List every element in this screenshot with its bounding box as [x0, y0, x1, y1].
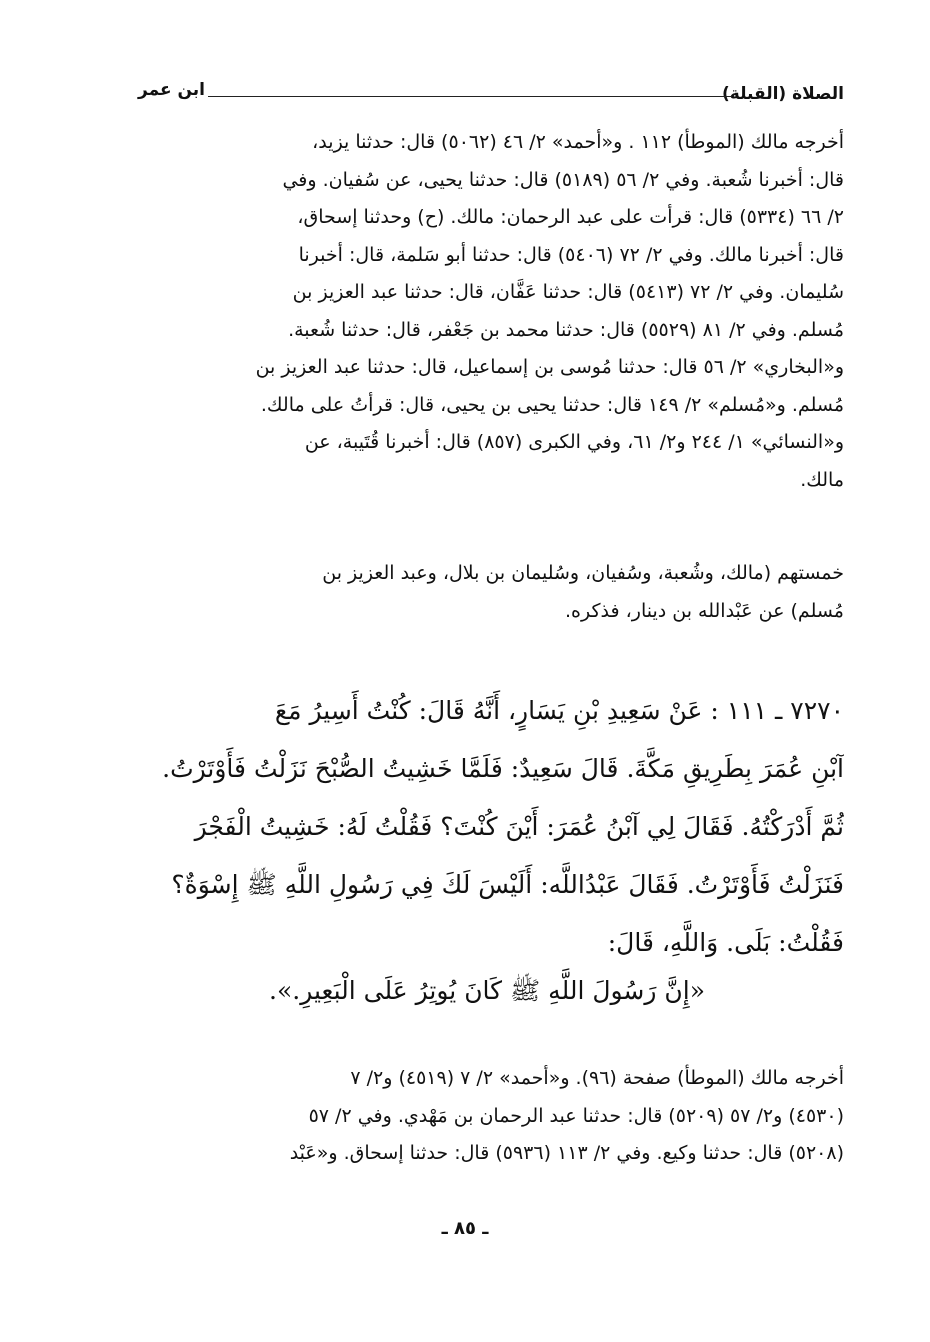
- running-head-section: ابن عمر: [138, 80, 206, 100]
- summary-line: مُسلم) عن عَبْدالله بن دينار، فذكره.: [565, 599, 844, 622]
- footnote-line: (٤٥٣٠) و٢/ ٥٧ (٥٢٠٩) قال: حدثنا عبد الرحمان بن مَهْدي. وفي ٢/ ٥٧: [308, 1104, 844, 1127]
- footnote-line: و«البخاري» ٢/ ٥٦ قال: حدثنا مُوسى بن إسماعيل، قال: حدثنا عبد العزيز بن: [255, 356, 844, 378]
- hadith-line: فَنَزَلْتُ فَأَوْتَرْتُ. فَقَالَ عَبْدُاللَّه: أَلَيْسَ لَكَ فِي رَسُولِ اللَّهِ ﷺ إِسْوَةٌ؟: [171, 870, 844, 899]
- footnote-line: مالك.: [800, 468, 844, 491]
- footnote-line: أخرجه مالك (الموطأ) صفحة (٩٦). و«أحمد» ٢/ ٧ (٤٥١٩) و٢/ ٧: [350, 1067, 844, 1089]
- running-head: [138, 80, 844, 108]
- footnote-line: (٥٢٠٨) قال: حدثنا وكيع. وفي ٢/ ١١٣ (٥٩٣٦) قال: حدثنا إسحاق. و«عَبْد: [289, 1142, 844, 1164]
- footnote-line: ٢/ ٦٦ (٥٣٣٤) قال: قرأت على عبد الرحمان: مالك. (ح) وحدثنا إسحاق،: [297, 206, 844, 228]
- hadith-line: فَقُلْتُ: بَلَى. وَاللَّهِ، قَالَ:: [607, 928, 844, 957]
- running-head-chapter: الصلاة (القبلة): [722, 84, 844, 104]
- footnote-line: قال: أخبرنا شُعبة. وفي ٢/ ٥٦ (٥١٨٩) قال: حدثنا يحيى، عن سُفيان. وفي: [282, 168, 844, 191]
- running-head-rule: [208, 96, 732, 97]
- hadith-text: [130, 682, 844, 972]
- footnote-line: قال: أخبرنا مالك. وفي ٢/ ٧٢ (٥٤٠٦) قال: حدثنا أبو سَلمة، قال: أخبرنا: [298, 243, 844, 266]
- hadith-line: ٧٢٧٠ ـ ١١١ : عَنْ سَعِيدِ بْنِ يَسَارٍ، أَنَّهُ قَالَ: كُنْتُ أَسِيرُ مَعَ: [274, 696, 844, 725]
- footnote-line: و«النسائي» ١/ ٢٤٤ و٢/ ٦١، وفي الكبرى (٨٥٧) قال: أخبرنا قُتَيبة، عن: [304, 431, 844, 453]
- narrators-summary: [130, 555, 844, 630]
- footnote-line: سُليمان. وفي ٢/ ٧٢ (٥٤١٣) قال: حدثنا عَفَّان، قال: حدثنا عبد العزيز بن: [292, 281, 844, 303]
- summary-line: خمستهم (مالك، وشُعبة، وسُفيان، وسُليمان بن بلال، وعبد العزيز بن: [322, 562, 844, 584]
- hadith-line: ثُمَّ أَدْرَكْتُهُ. فَقَالَ لِي آبْنُ عُمَرَ: أَيْنَ كُنْتَ؟ فَقُلْتُ لَهُ: خَشِيتُ الْفَجْرَ: [194, 812, 844, 841]
- footnote-top: [130, 124, 844, 499]
- footnote-bottom: [130, 1060, 844, 1173]
- page-number: ـ ٨٥ ـ: [441, 1218, 489, 1239]
- footnote-line: مُسلم. وفي ٢/ ٨١ (٥٥٢٩) قال: حدثنا محمد بن جَعْفر، قال: حدثنا شُعبة.: [288, 318, 844, 341]
- hadith-quote: «إِنَّ رَسُولَ اللَّهِ ﷺ كَانَ يُوتِرُ عَلَى الْبَعِيرِ.».: [269, 976, 705, 1005]
- hadith-line: آبْنِ عُمَرَ بِطَرِيقِ مَكَّةَ. قَالَ سَعِيدٌ: فَلَمَّا خَشِيتُ الصُّبْحَ نَزَلْتُ فَأَوْتَرْتُ.: [162, 754, 844, 783]
- footnote-line: مُسلم. و«مُسلم» ٢/ ١٤٩ قال: حدثنا يحيى بن يحيى، قال: قرأتُ على مالك.: [260, 393, 844, 416]
- footnote-line: أخرجه مالك (الموطأ) ١١٢ . و«أحمد» ٢/ ٤٦ (٥٠٦٢) قال: حدثنا يزيد،: [312, 131, 844, 153]
